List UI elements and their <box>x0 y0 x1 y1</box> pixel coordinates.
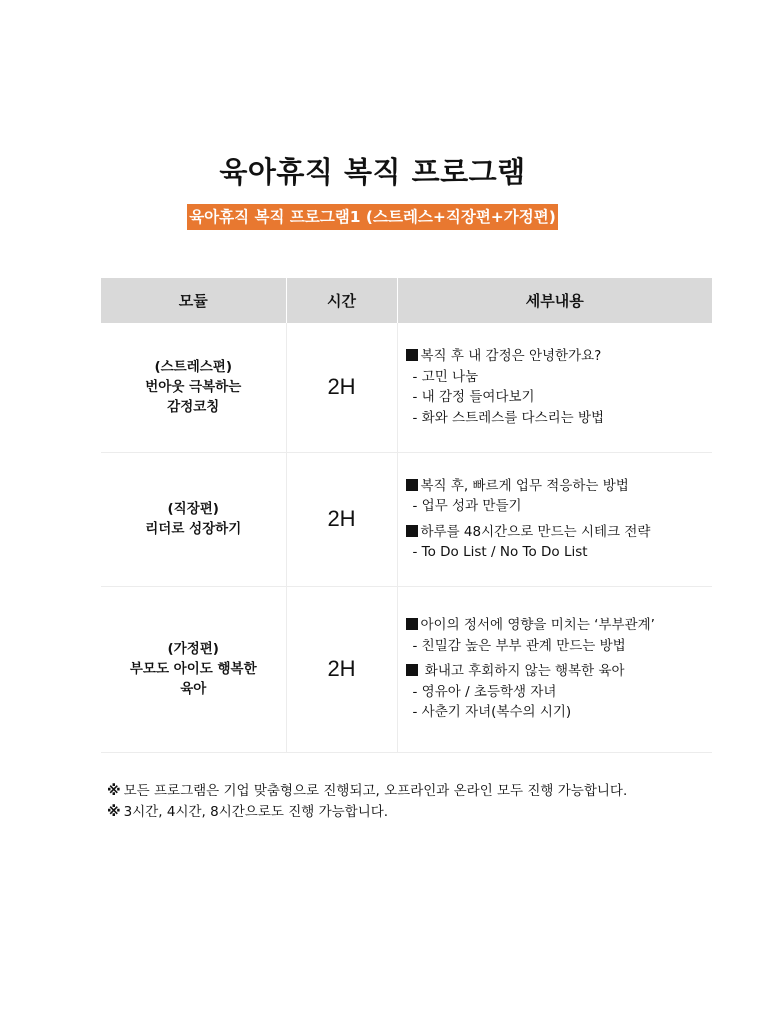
detail-text: 하루를 48시간으로 만드는 시테크 전략 <box>420 523 651 540</box>
detail-text: 복직 후, 빠르게 업무 적응하는 방법 <box>420 477 629 494</box>
detail-sub-item: - 사춘기 자녀(복수의 시기) <box>412 704 572 721</box>
detail-sub-item: - To Do List / No To Do List <box>412 544 588 560</box>
module-line: 육아 <box>180 681 207 697</box>
notes-section <box>107 781 627 823</box>
module-line: 리더로 성장하기 <box>145 521 242 537</box>
detail-bullet <box>406 346 713 367</box>
detail-text: 복직 후 내 감정은 안녕한가요? <box>420 348 602 365</box>
detail-sub-item: - 업무 성과 만들기 <box>412 498 522 514</box>
note-line <box>107 802 627 823</box>
subtitle-banner: 육아휴직 복직 프로그램1 (스트레스+직장편+가정편) <box>187 204 558 230</box>
detail-cell <box>397 323 712 452</box>
table-row <box>101 323 712 452</box>
detail-sub-item: - 고민 나눔 <box>412 368 479 385</box>
module-cell <box>101 452 286 586</box>
detail-sub-item: - 내 감정 들여다보기 <box>412 389 535 406</box>
detail-sub-item: - 화와 스트레스를 다스리는 방법 <box>412 409 605 426</box>
subtitle-wrap <box>0 204 745 230</box>
module-line: 감정코칭 <box>167 399 220 416</box>
module-line: (스트레스편) <box>154 359 233 376</box>
detail-sub-item: - 영유아 / 초등학생 자녀 <box>412 683 557 700</box>
detail-bullet <box>406 661 713 682</box>
square-bullet-icon <box>406 479 418 491</box>
program-table <box>101 278 712 753</box>
module-line: (가정편) <box>167 641 219 657</box>
detail-bullet <box>406 522 713 543</box>
header-time: 시간 <box>286 278 397 323</box>
detail-bullet <box>406 476 713 497</box>
note-line <box>107 781 627 802</box>
detail-sub-item: - 친밀감 높은 부부 관계 만드는 방법 <box>412 637 626 654</box>
time-cell: 2H <box>286 323 397 452</box>
reference-mark-icon: ※ <box>107 783 121 799</box>
detail-text: 아이의 정서에 영향을 미치는 ‘부부관계’ <box>420 617 655 634</box>
module-line: (직장편) <box>167 501 219 517</box>
note-text: 모든 프로그램은 기업 맞춤형으로 진행되고, 오프라인과 온라인 모두 진행 가능합니다. <box>123 783 628 799</box>
time-cell: 2H <box>286 586 397 752</box>
detail-cell <box>397 586 712 752</box>
module-cell <box>101 323 286 452</box>
header-module: 모듈 <box>101 278 286 323</box>
table-row <box>101 452 712 586</box>
detail-text: 화내고 후회하지 않는 행복한 육아 <box>420 663 625 680</box>
square-bullet-icon <box>406 525 418 537</box>
module-line: 번아웃 극복하는 <box>145 379 242 396</box>
table-header-row <box>101 278 712 323</box>
square-bullet-icon <box>406 618 418 630</box>
page-title: 육아휴직 복직 프로그램 <box>219 155 526 189</box>
detail-bullet <box>406 615 713 636</box>
reference-mark-icon: ※ <box>107 804 121 820</box>
square-bullet-icon <box>406 349 418 361</box>
module-cell <box>101 586 286 752</box>
time-cell: 2H <box>286 452 397 586</box>
detail-cell <box>397 452 712 586</box>
note-text: 3시간, 4시간, 8시간으로도 진행 가능합니다. <box>123 804 389 820</box>
header-detail: 세부내용 <box>397 278 712 323</box>
square-bullet-icon <box>406 664 418 676</box>
table-row <box>101 586 712 752</box>
module-line: 부모도 아이도 행복한 <box>129 661 257 677</box>
